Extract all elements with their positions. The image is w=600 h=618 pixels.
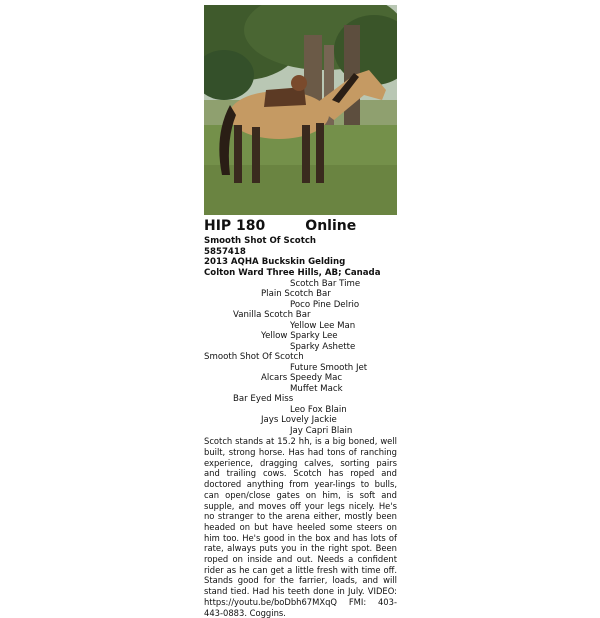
pedigree-entry: Future Smooth Jet	[290, 362, 368, 373]
consignor: Colton Ward Three Hills, AB; Canada	[204, 268, 381, 279]
pedigree-entry: Plain Scotch Bar	[261, 289, 331, 300]
pedigree	[204, 279, 404, 437]
horse-name: Smooth Shot Of Scotch	[204, 236, 317, 246]
hip-number: HIP 180	[204, 218, 266, 234]
pedigree-entry: Smooth Shot Of Scotch	[204, 352, 304, 363]
pedigree-entry: Leo Fox Blain	[290, 404, 347, 415]
pedigree-entry: Sparky Ashette	[290, 341, 356, 352]
hip-header	[204, 218, 404, 236]
sale-status: Online	[305, 218, 357, 234]
pedigree-entry: Jay Capri Blain	[290, 425, 353, 436]
horse-photo	[204, 5, 397, 215]
pedigree-entry: Yellow Lee Man	[290, 320, 356, 331]
horse-description-text: Scotch stands at 15.2 hh, is a big boned, well built, strong horse. Has had tons of ranching experience, dragging calves, sorting pairs and trailing cows. Scotch has roped and doctored anything from year-lings to bulls, can open/close gates on him, is soft and supple, and moves off your legs nicely. He's no stranger to the arena either, mostly been headed on but have heeled some steers on him too. He's good in the box and has lots of rate, always puts you in the right spot. Been roped on inside and out. Needs a confident rider as he can get a little fresh with time off. Stands good for the farrier, loads, and will stand tied. Had his teeth done in July. VIDEO: https://youtu.be/boDbh67MXqQ FMI: 403-443-0883. Coggins.	[204, 436, 397, 618]
pedigree-entry: Jays Lovely Jackie	[261, 415, 337, 426]
pedigree-entry: Bar Eyed Miss	[233, 394, 294, 405]
pedigree-entry: Muffet Mack	[290, 383, 343, 394]
pedigree-entry: Yellow Sparky Lee	[261, 331, 338, 342]
horse-illustration	[204, 5, 397, 215]
pedigree-entry: Alcars Speedy Mac	[261, 373, 343, 384]
pedigree-entry: Poco Pine Delrio	[290, 299, 360, 310]
lot-listing	[204, 218, 404, 618]
registration-number: 5857418	[204, 246, 246, 257]
horse-description: 2013 AQHA Buckskin Gelding	[204, 257, 346, 268]
pedigree-entry: Vanilla Scotch Bar	[233, 310, 311, 321]
pedigree-entry: Scotch Bar Time	[290, 278, 361, 289]
